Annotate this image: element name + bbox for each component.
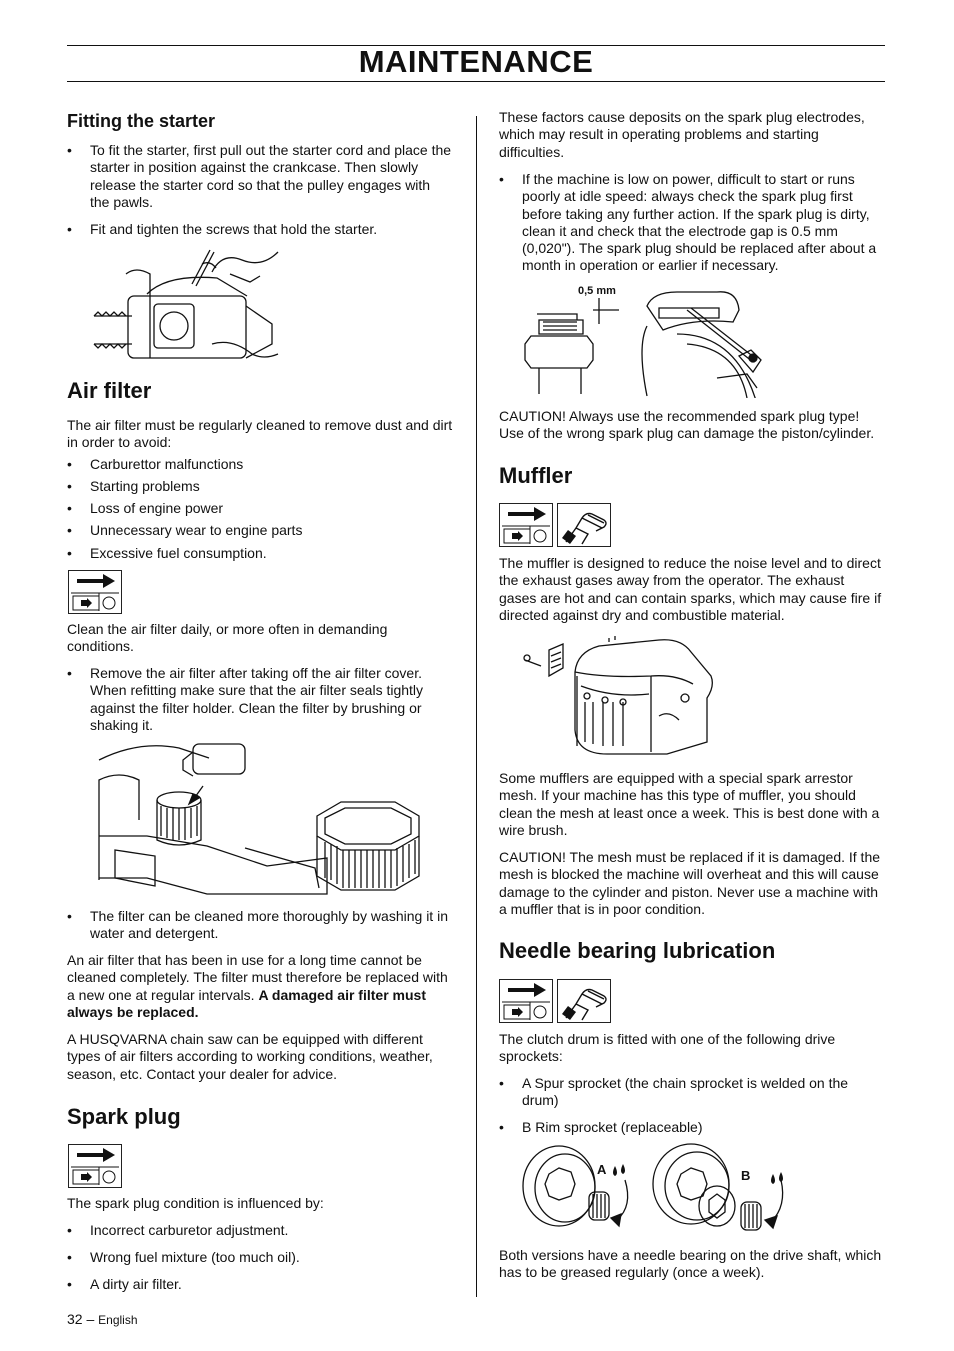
heading-air-filter: Air filter xyxy=(67,378,152,403)
paragraph: A HUSQVARNA chain saw can be equipped with different types of air filters according to working conditions, weather, season, etc. Contact your dealer for advice. xyxy=(67,1031,433,1082)
page-footer xyxy=(67,1311,138,1327)
paragraph: These factors cause deposits on the spark plug electrodes, which may result in operating problems and starting difficulties. xyxy=(499,109,865,160)
spark-plug-gap-illustration xyxy=(517,280,787,398)
heading-fitting-starter: Fitting the starter xyxy=(67,111,216,131)
list-item: • Excessive fuel consumption. xyxy=(67,545,453,562)
paragraph xyxy=(67,952,453,1021)
air-filter-illustration xyxy=(95,740,437,898)
list-item: • Remove the air filter after taking off the air filter cover. When refitting make sure that the air filter seals tightly against the filter holder. Clean the filter by brushing or shaking it. xyxy=(67,665,453,734)
paragraph: Some mufflers are equipped with a special spark arrestor mesh. If your machine has this type of muffler, you should clean the mesh at least once a week. This is best done with a wire brush. xyxy=(499,770,880,838)
paragraph: Both versions have a needle bearing on the drive shaft, which has to be greased regularly (once a week). xyxy=(499,1247,882,1281)
clutch-drum-sprocket-illustration xyxy=(519,1140,799,1232)
column-divider xyxy=(476,116,477,1297)
list-item: • The filter can be cleaned more thoroughly by washing it in water and detergent. xyxy=(67,908,453,943)
paragraph: CAUTION! The mesh must be replaced if it is damaged. If the mesh is blocked the machine will overheat and this will cause damage to the cylinder and piston. Never use a machine with a muffler that is in poor condition. xyxy=(499,849,881,917)
heading-muffler: Muffler xyxy=(499,463,573,488)
paragraph: Clean the air filter daily, or more often in demanding conditions. xyxy=(67,621,388,655)
arrow-symbol-icon xyxy=(499,979,553,1023)
label-b: B xyxy=(741,1168,751,1183)
list-item: • Starting problems xyxy=(67,478,453,495)
replace-text: An air filter that has been in use for a long time cannot be cleaned completely. The filter must therefore be replaced with a new one at regular intervals. xyxy=(67,952,448,1003)
list-item: • A dirty air filter. xyxy=(67,1276,453,1293)
label-a: A xyxy=(597,1162,607,1177)
paragraph: The spark plug condition is influenced by: xyxy=(67,1195,324,1211)
paragraph: The clutch drum is fitted with one of the following drive sprockets: xyxy=(499,1031,836,1065)
glove-icon xyxy=(557,979,611,1023)
glove-icon xyxy=(557,503,611,547)
replace-warning: A damaged air filter must always be replaced. xyxy=(67,986,426,1020)
list-item: • Incorrect carburetor adjustment. xyxy=(67,1222,453,1239)
list-item: • Wrong fuel mixture (too much oil). xyxy=(67,1249,453,1266)
heading-needle-bearing: Needle bearing lubrication xyxy=(499,938,776,963)
heading-spark-plug: Spark plug xyxy=(67,1104,181,1129)
list-item: • Loss of engine power xyxy=(67,500,453,517)
list-item: • B Rim sprocket (replaceable) xyxy=(499,1119,885,1136)
arrow-symbol-icon xyxy=(68,1144,122,1188)
paragraph: The muffler is designed to reduce the noise level and to direct the exhaust gases away from the operator. The exhaust gases are hot and can contain sparks, which may cause fire if directed against dry and combustible material. xyxy=(499,555,882,623)
list-item: • Unnecessary wear to engine parts xyxy=(67,522,453,539)
arrow-symbol-icon xyxy=(68,570,122,614)
page-title: MAINTENANCE xyxy=(358,44,594,79)
list-item: • A Spur sprocket (the chain sprocket is welded on the drum) xyxy=(499,1075,885,1110)
list-item: • Fit and tighten the screws that hold the starter. xyxy=(67,221,453,238)
page-number: 32 – xyxy=(67,1311,95,1327)
gap-label: 0,5 mm xyxy=(578,285,616,297)
paragraph: The air filter must be regularly cleaned to remove dust and dirt in order to avoid: xyxy=(67,417,453,451)
title-rule xyxy=(67,81,885,82)
arrow-symbol-icon xyxy=(499,503,553,547)
chainsaw-starter-illustration xyxy=(92,244,282,362)
list-item: • To fit the starter, first pull out the starter cord and place the starter in position against the crankcase. Then slowly release the starter cord so that the pulley engages with the pawls. xyxy=(67,142,453,211)
muffler-illustration xyxy=(519,636,719,760)
paragraph: CAUTION! Always use the recommended spark plug type! Use of the wrong spark plug can damage the piston/cylinder. xyxy=(499,408,875,442)
footer-language: English xyxy=(98,1313,138,1327)
list-item: • If the machine is low on power, difficult to start or runs poorly at idle speed: always check the spark plug first before taking any further action. If the spark plug is dirty, clean it and check that the electrode gap is 0.5 mm (0,020"). The spark plug should be replaced after about a month in operation or earlier if necessary. xyxy=(499,171,885,275)
list-item: • Carburettor malfunctions xyxy=(67,456,453,473)
